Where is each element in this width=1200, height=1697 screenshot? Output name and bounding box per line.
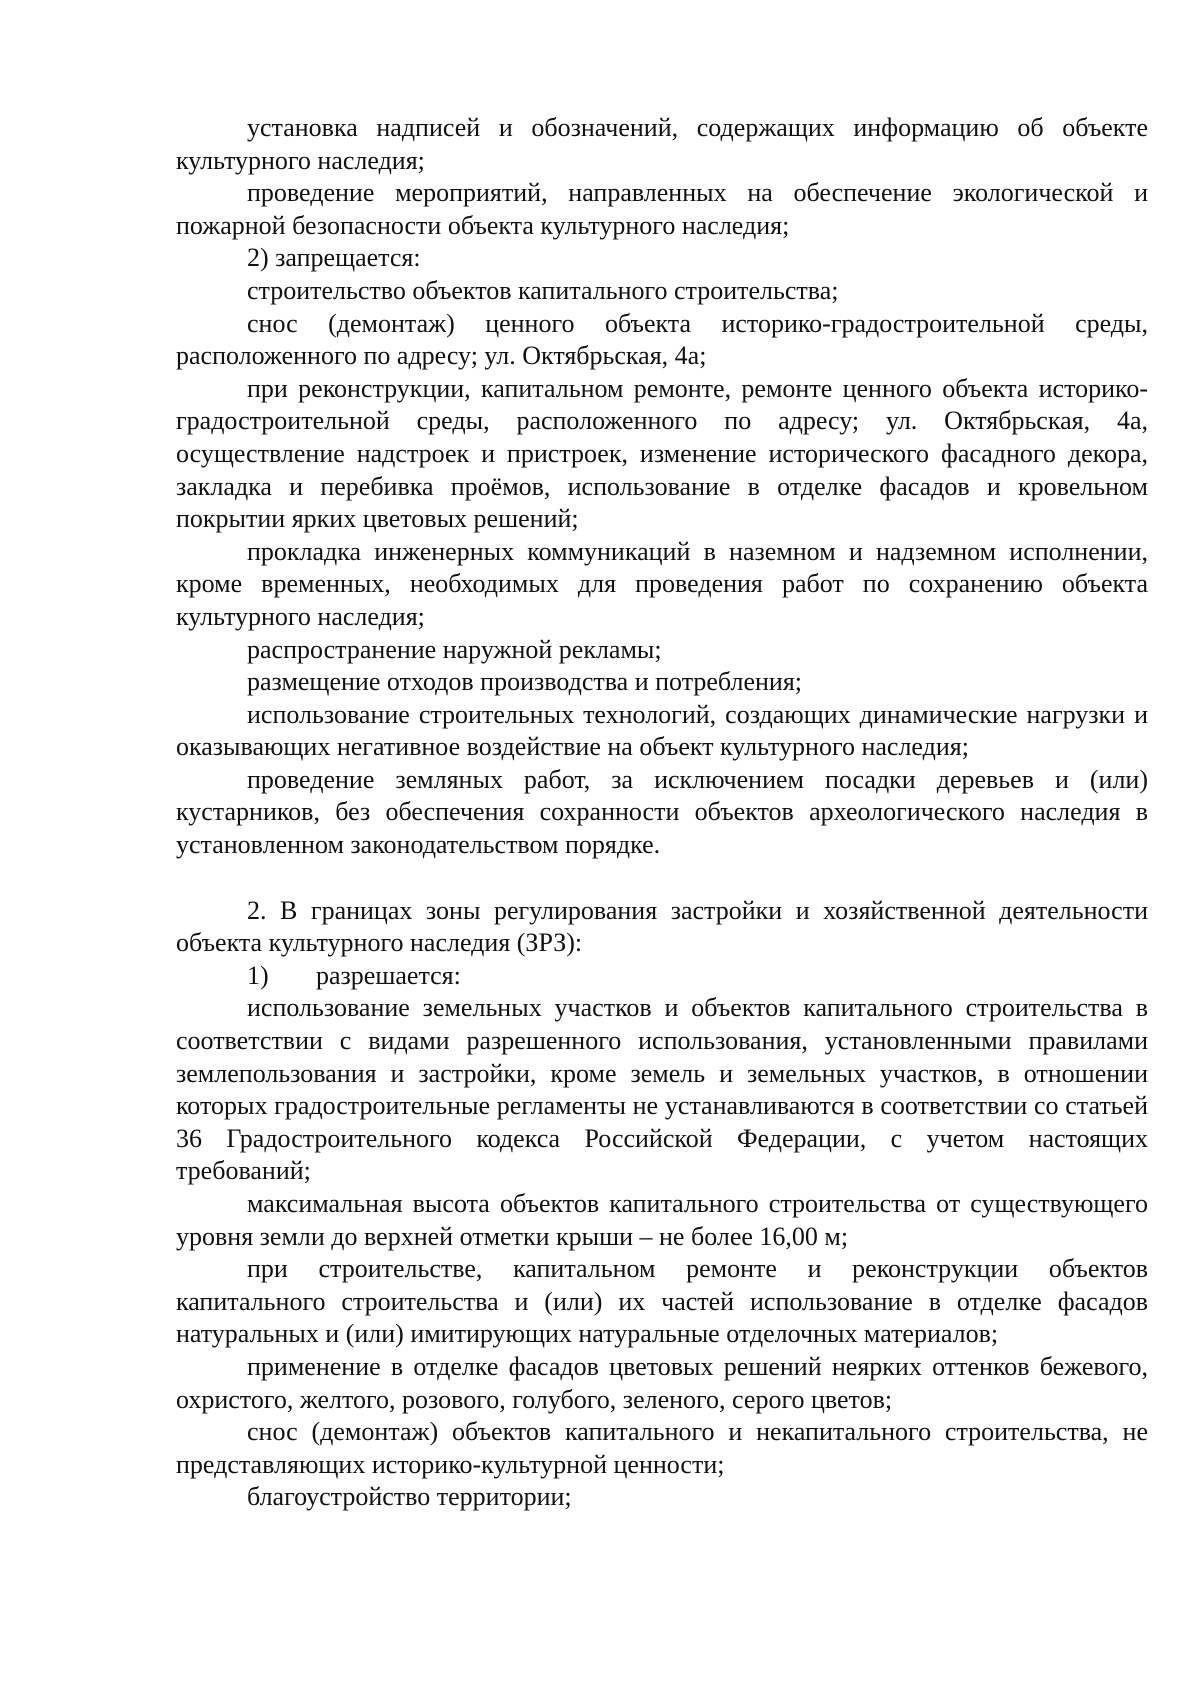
paragraph: снос (демонтаж) объектов капитального и некапитального строительства, не представляющих историко-культурной ценности; [176, 1417, 1148, 1479]
paragraph: проведение земляных работ, за исключением посадки деревьев и (или) кустарников, без обеспечения сохранности объектов археологического наследия в установленном законодательством порядке. [176, 764, 1148, 860]
paragraph: при реконструкции, капитальном ремонте, ремонте ценного объекта историко-градостроительной среды, расположенного по адресу; ул. Октябрьская, 4а, осуществление надстроек и пристроек, изменение исторического фасадного декора, закладка и перебивка проёмов, использование в отделке фасадов и кровельном покрытии ярких цветовых решений; [176, 373, 1148, 534]
paragraph: использование земельных участков и объектов капитального строительства в соответствии с видами разрешенного использования, установленными правилами землепользования и застройки, кроме земель и земельных участков, в отношении которых градостроительные регламенты не устанавливаются в соответствии со статьей 36 Градостроительного кодекса Российской Федерации, с учетом настоящих требований; [176, 993, 1148, 1186]
paragraph: снос (демонтаж) ценного объекта историко-градостроительной среды, расположенного по адресу; ул. Октябрьская, 4а; [176, 308, 1148, 371]
paragraph: распространение наружной рекламы; [247, 634, 662, 664]
paragraph: максимальная высота объектов капитального строительства от существующего уровня земли до верхней отметки крыши – не более 16,00 м; [176, 1189, 1148, 1251]
paragraph: 2) запрещается: [247, 243, 421, 273]
paragraph: при строительстве, капитальном ремонте и реконструкции объектов капитального строительства и (или) их частей использование в отделке фасадов натуральных и (или) имитирующих натуральные отделочных материалов; [176, 1254, 1148, 1349]
paragraph: применение в отделке фасадов цветовых решений неярких оттенков бежевого, охристого, желтого, розового, голубого, зеленого, серого цветов; [176, 1351, 1148, 1414]
item-text: разрешается: [316, 960, 461, 990]
paragraph: размещение отходов производства и потребления; [247, 667, 803, 697]
numbered-item [176, 960, 1148, 993]
paragraph: использование строительных технологий, создающих динамические нагрузки и оказывающих негативное воздействие на объект культурного наследия; [176, 699, 1148, 762]
section-heading: 2. В границах зоны регулирования застройки и хозяйственной деятельности объекта культурного наследия (ЗРЗ): [176, 895, 1148, 958]
paragraph: благоустройство территории; [247, 1482, 572, 1512]
paragraph: прокладка инженерных коммуникаций в наземном и надземном исполнении, кроме временных, необходимых для проведения работ по сохранению объекта культурного наследия; [176, 536, 1148, 631]
paragraph: строительство объектов капитального строительства; [247, 275, 839, 305]
document-body [176, 112, 1148, 1514]
paragraph: проведение мероприятий, направленных на обеспечение экологической и пожарной безопасности объекта культурного наследия; [176, 178, 1148, 240]
paragraph: установка надписей и обозначений, содержащих информацию об объекте культурного наследия; [176, 113, 1148, 175]
item-number: 1) [247, 960, 269, 990]
